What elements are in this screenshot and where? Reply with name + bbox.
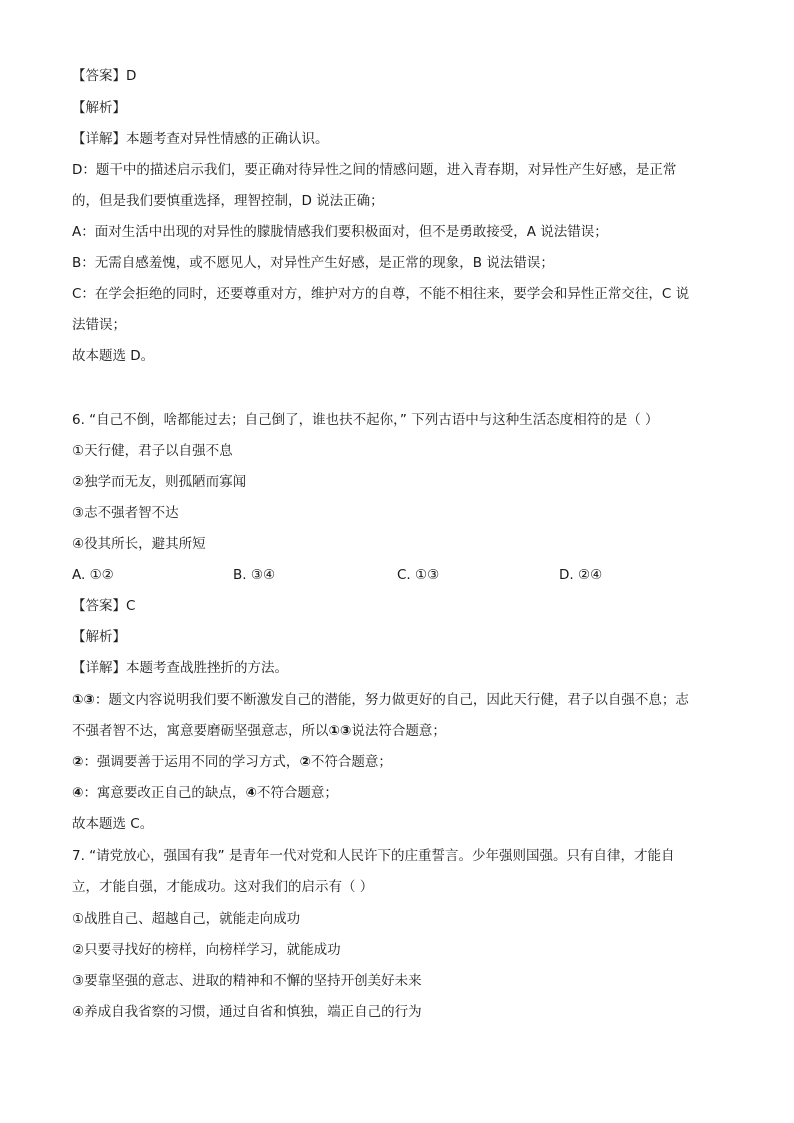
q6-explanation-2 bbox=[72, 752, 732, 772]
q7-item-4: ④养成自我省察的习惯，通过自省和慎独，端正自己的行为 bbox=[72, 1004, 422, 1020]
q5-d-line-2: 的，但是我们要慎重选择，理智控制，D 说法正确； bbox=[72, 193, 384, 209]
q6-explanation-1-text-2b: 说法符合题意； bbox=[351, 723, 446, 739]
q6-option-b: B. ③④ bbox=[233, 567, 276, 583]
q6-item-4: ④役其所长，避其所短 bbox=[72, 536, 206, 552]
q6-item-3: ③志不强者智不达 bbox=[72, 505, 179, 521]
q6-answer: 【答案】C bbox=[72, 598, 136, 614]
q5-b-line: B：无需自感羞愧，或不愿见人，对异性产生好感，是正常的现象，B 说法错误； bbox=[72, 255, 554, 271]
q6-explanation-3-text: ：寓意要改正自己的缺点， bbox=[83, 785, 246, 801]
q6-explanation-2-text: ：强调要善于运用不同的学习方式， bbox=[83, 754, 300, 770]
q6-item-1: ①天行健，君子以自强不息 bbox=[72, 443, 233, 459]
q5-a-line: A：面对生活中出现的对异性的朦胧情感我们要积极面对，但不是勇敢接受，A 说法错误； bbox=[72, 224, 608, 240]
q6-analysis-heading: 【解析】 bbox=[72, 629, 126, 645]
q6-stem: 6. “自己不倒，啥都能过去；自己倒了，谁也扶不起你，” 下列古语中与这种生活态度相符的是（ ） bbox=[72, 412, 659, 428]
q6-option-d: D. ②④ bbox=[559, 567, 603, 583]
q7-item-1: ①战胜自己、超越自己，就能走向成功 bbox=[72, 911, 301, 927]
q6-explanation-3-label: ④ bbox=[72, 785, 84, 801]
q5-c-line-1: C：在学会拒绝的同时，还要尊重对方，维护对方的自尊，不能不相往来，要学会和异性正常交往，C 说 bbox=[72, 286, 690, 302]
q5-conclusion: 故本题选 D。 bbox=[72, 348, 155, 364]
q6-option-a: A. ①② bbox=[72, 567, 114, 583]
q6-conclusion: 故本题选 C。 bbox=[72, 816, 154, 832]
q6-explanation-1-text: ：题文内容说明我们要不断激发自己的潜能，努力做更好的自己，因此天行健，君子以自强不息；志 bbox=[94, 692, 689, 708]
q6-option-c: C. ①③ bbox=[397, 567, 440, 583]
q5-d-line-1: D：题干中的描述启示我们，要正确对待异性之间的情感问题，进入青春期，对异性产生好感，是正常 bbox=[72, 162, 677, 178]
q6-explanation-2-label: ② bbox=[72, 754, 84, 770]
q7-item-3: ③要靠坚强的意志、进取的精神和不懈的坚持开创美好未来 bbox=[72, 973, 422, 989]
q6-explanation-2-label-2: ② bbox=[299, 754, 311, 770]
q6-detail: 【详解】本题考查战胜挫折的方法。 bbox=[72, 660, 288, 676]
q7-stem-line-2: 立，才能自强，才能成功。这对我们的启示有（ ） bbox=[72, 879, 374, 895]
q6-explanation-1-line-1 bbox=[72, 690, 732, 710]
q5-detail: 【详解】本题考查对异性情感的正确认识。 bbox=[72, 131, 329, 147]
q6-explanation-1-label: ①③ bbox=[72, 692, 95, 708]
q6-explanation-1-line-2 bbox=[72, 721, 732, 741]
q6-explanation-1-text-2a: 不强者智不达，寓意要磨砺坚强意志，所以 bbox=[72, 723, 329, 739]
q6-explanation-3 bbox=[72, 783, 732, 803]
q5-analysis-heading: 【解析】 bbox=[72, 100, 126, 116]
q7-stem-line-1: 7. “请党放心，强国有我” 是青年一代对党和人民许下的庄重誓言。少年强则国强。只有自律，才能自 bbox=[72, 848, 675, 864]
q6-explanation-1-label-2: ①③ bbox=[328, 723, 352, 739]
q5-answer: 【答案】D bbox=[72, 68, 137, 84]
q6-explanation-2-text-2: 不符合题意； bbox=[310, 754, 392, 770]
q6-item-2: ②独学而无友，则孤陋而寡闻 bbox=[72, 474, 247, 490]
q6-explanation-3-label-2: ④ bbox=[245, 785, 257, 801]
q5-c-line-2: 法错误； bbox=[72, 317, 126, 333]
q7-item-2: ②只要寻找好的榜样，向榜样学习，就能成功 bbox=[72, 942, 341, 958]
q6-explanation-3-text-2: 不符合题意； bbox=[256, 785, 338, 801]
